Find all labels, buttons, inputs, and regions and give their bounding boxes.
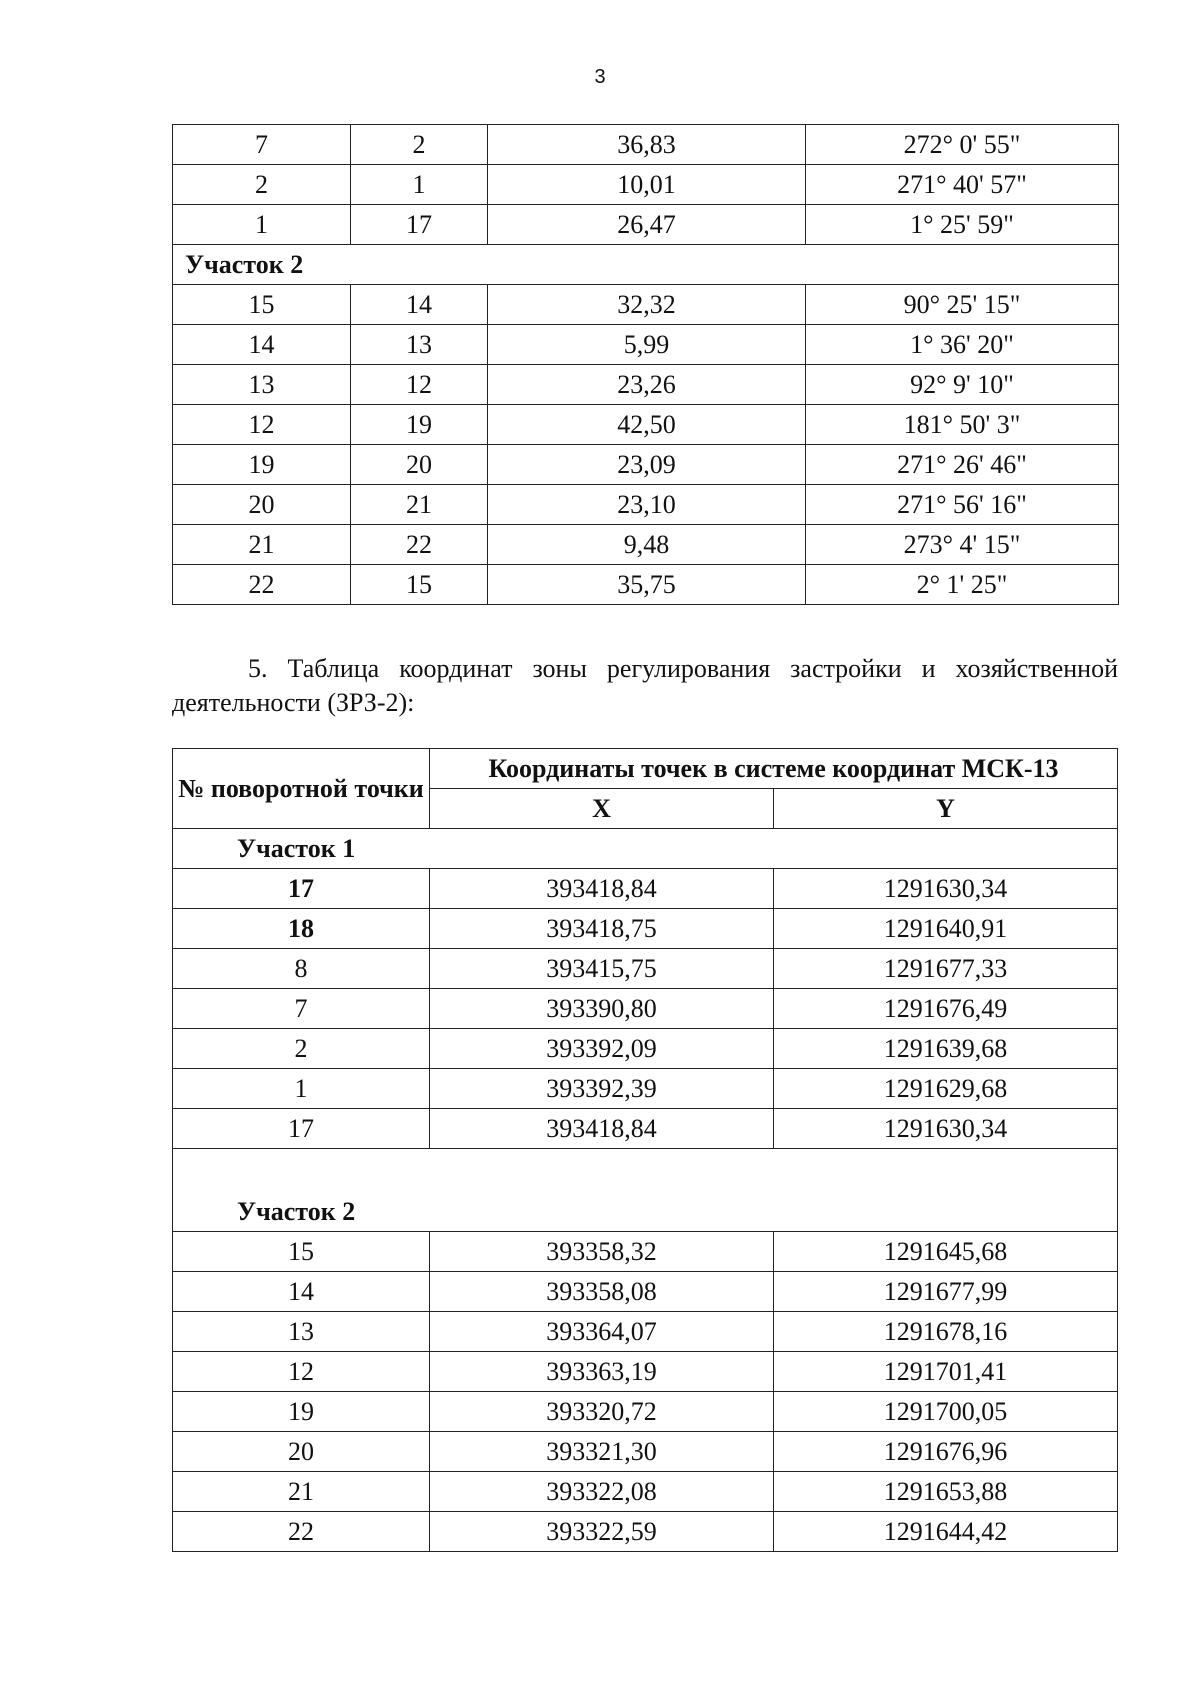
table-cell: 10,01 <box>488 165 806 205</box>
table-cell: 26,47 <box>488 205 806 245</box>
table-cell: 13 <box>351 325 488 365</box>
table-cell: 1291645,68 <box>774 1232 1118 1272</box>
table-row <box>173 485 1119 525</box>
table-cell: 23,10 <box>488 485 806 525</box>
table-cell: 23,09 <box>488 445 806 485</box>
table-cell: 35,75 <box>488 565 806 605</box>
table-cell: 393392,09 <box>430 1029 774 1069</box>
table-row <box>173 1312 1118 1352</box>
coordinates-section-1 <box>173 829 1118 869</box>
table-cell: 17 <box>173 1109 430 1149</box>
coordinates-section-1-rows <box>173 869 1118 1149</box>
table-cell: 5,99 <box>488 325 806 365</box>
table-caption-paragraph: 5. Таблица координат зоны регулирования застройки и хозяйственной деятельности (ЗРЗ-2): <box>172 654 1118 717</box>
table-cell: 1° 25' 59" <box>806 205 1119 245</box>
table-row <box>173 365 1119 405</box>
header-point-number: № поворотной точки <box>173 749 430 829</box>
table-cell: 8 <box>173 949 430 989</box>
table-cell: 271° 56' 16" <box>806 485 1119 525</box>
section-row <box>173 829 1118 869</box>
page-number: 3 <box>594 66 606 88</box>
table-cell: 12 <box>173 1352 430 1392</box>
table-cell: 22 <box>351 525 488 565</box>
table-row <box>173 1352 1118 1392</box>
table-cell: 393358,08 <box>430 1272 774 1312</box>
table-cell: 1291676,96 <box>774 1432 1118 1472</box>
table-cell: 272° 0' 55" <box>806 125 1119 165</box>
table-row <box>173 1432 1118 1472</box>
table-row <box>173 1029 1118 1069</box>
header-coordinates: Координаты точек в системе координат МСК-13 <box>430 749 1118 789</box>
table-cell: 393320,72 <box>430 1392 774 1432</box>
table-cell: 273° 4' 15" <box>806 525 1119 565</box>
table-cell: 271° 26' 46" <box>806 445 1119 485</box>
table-cell: 14 <box>351 285 488 325</box>
section-label: Участок 2 <box>173 245 1119 285</box>
table-row <box>173 989 1118 1029</box>
table-cell: 18 <box>173 909 430 949</box>
table-cell: 1291630,34 <box>774 869 1118 909</box>
coordinates-section-2-rows <box>173 1232 1118 1552</box>
table-cell: 1° 36' 20" <box>806 325 1119 365</box>
table-cell: 13 <box>173 1312 430 1352</box>
table-cell: 90° 25' 15" <box>806 285 1119 325</box>
header-y: Y <box>774 789 1118 829</box>
section-row <box>173 245 1119 285</box>
table-cell: 15 <box>173 1232 430 1272</box>
table-cell: 22 <box>173 1512 430 1552</box>
table-cell: 21 <box>173 1472 430 1512</box>
table-cell: 181° 50' 3" <box>806 405 1119 445</box>
table-cell: 1291678,16 <box>774 1312 1118 1352</box>
table-cell: 1 <box>173 1069 430 1109</box>
table-cell: 393322,08 <box>430 1472 774 1512</box>
table-row <box>173 949 1118 989</box>
table-row <box>173 1069 1118 1109</box>
table-row <box>173 1512 1118 1552</box>
table-cell: 1291677,33 <box>774 949 1118 989</box>
table-cell: 1291630,34 <box>774 1109 1118 1149</box>
table-cell: 393415,75 <box>430 949 774 989</box>
table-cell: 12 <box>351 365 488 405</box>
table-row <box>173 1392 1118 1432</box>
table-cell: 393364,07 <box>430 1312 774 1352</box>
table-cell: 36,83 <box>488 125 806 165</box>
table-cell: 2° 1' 25" <box>806 565 1119 605</box>
table-row <box>173 909 1118 949</box>
table-cell: 7 <box>173 125 351 165</box>
coordinates-section-2 <box>173 1149 1118 1232</box>
table-cell: 393390,80 <box>430 989 774 1029</box>
section-row <box>173 1149 1118 1232</box>
table-cell: 1291653,88 <box>774 1472 1118 1512</box>
table-cell: 1291639,68 <box>774 1029 1118 1069</box>
table-cell: 19 <box>351 405 488 445</box>
table-cell: 14 <box>173 1272 430 1312</box>
table-row <box>173 565 1119 605</box>
table-cell: 393322,59 <box>430 1512 774 1552</box>
table-row <box>173 125 1119 165</box>
table-cell: 17 <box>173 869 430 909</box>
table-cell: 1 <box>351 165 488 205</box>
segments-table-section-2 <box>173 245 1119 285</box>
table-cell: 393418,84 <box>430 869 774 909</box>
table-cell: 1291701,41 <box>774 1352 1118 1392</box>
table-row <box>173 869 1118 909</box>
header-x: X <box>430 789 774 829</box>
table-cell: 19 <box>173 445 351 485</box>
table-cell: 1 <box>173 205 351 245</box>
table-row <box>173 205 1119 245</box>
table-cell: 12 <box>173 405 351 445</box>
section-label: Участок 1 <box>173 829 1118 869</box>
table-row <box>173 285 1119 325</box>
table-cell: 393358,32 <box>430 1232 774 1272</box>
table-cell: 393392,39 <box>430 1069 774 1109</box>
table-cell: 14 <box>173 325 351 365</box>
table-cell: 22 <box>173 565 351 605</box>
table-row <box>173 1232 1118 1272</box>
table-cell: 15 <box>173 285 351 325</box>
header-row <box>173 749 1118 789</box>
table-cell: 1291677,99 <box>774 1272 1118 1312</box>
table-cell: 393418,84 <box>430 1109 774 1149</box>
table-cell: 2 <box>173 165 351 205</box>
table-row <box>173 1109 1118 1149</box>
table-cell: 9,48 <box>488 525 806 565</box>
table-row <box>173 445 1119 485</box>
table-cell: 23,26 <box>488 365 806 405</box>
table-cell: 19 <box>173 1392 430 1432</box>
table-cell: 15 <box>351 565 488 605</box>
table-row <box>173 405 1119 445</box>
coordinates-table <box>172 748 1118 1552</box>
segments-table-section-2-rows <box>173 285 1119 605</box>
table-row <box>173 1272 1118 1312</box>
table-cell: 2 <box>351 125 488 165</box>
table-cell: 21 <box>173 525 351 565</box>
table-cell: 13 <box>173 365 351 405</box>
table-cell: 32,32 <box>488 285 806 325</box>
table-cell: 42,50 <box>488 405 806 445</box>
table-cell: 1291676,49 <box>774 989 1118 1029</box>
table-cell: 393321,30 <box>430 1432 774 1472</box>
table-row <box>173 165 1119 205</box>
table-cell: 1291700,05 <box>774 1392 1118 1432</box>
table-cell: 1291640,91 <box>774 909 1118 949</box>
table-cell: 271° 40' 57" <box>806 165 1119 205</box>
table-cell: 1291644,42 <box>774 1512 1118 1552</box>
table-cell: 20 <box>173 485 351 525</box>
table-cell: 7 <box>173 989 430 1029</box>
section-label: Участок 2 <box>173 1149 1118 1232</box>
table-cell: 2 <box>173 1029 430 1069</box>
table-cell: 393418,75 <box>430 909 774 949</box>
segments-table <box>172 124 1119 605</box>
segments-table-top-rows <box>173 125 1119 245</box>
table-cell: 92° 9' 10" <box>806 365 1119 405</box>
table-row <box>173 1472 1118 1512</box>
table-cell: 1291629,68 <box>774 1069 1118 1109</box>
table-cell: 20 <box>351 445 488 485</box>
table-cell: 393363,19 <box>430 1352 774 1392</box>
table-cell: 21 <box>351 485 488 525</box>
table-cell: 20 <box>173 1432 430 1472</box>
table-row <box>173 525 1119 565</box>
table-cell: 17 <box>351 205 488 245</box>
table-row <box>173 325 1119 365</box>
